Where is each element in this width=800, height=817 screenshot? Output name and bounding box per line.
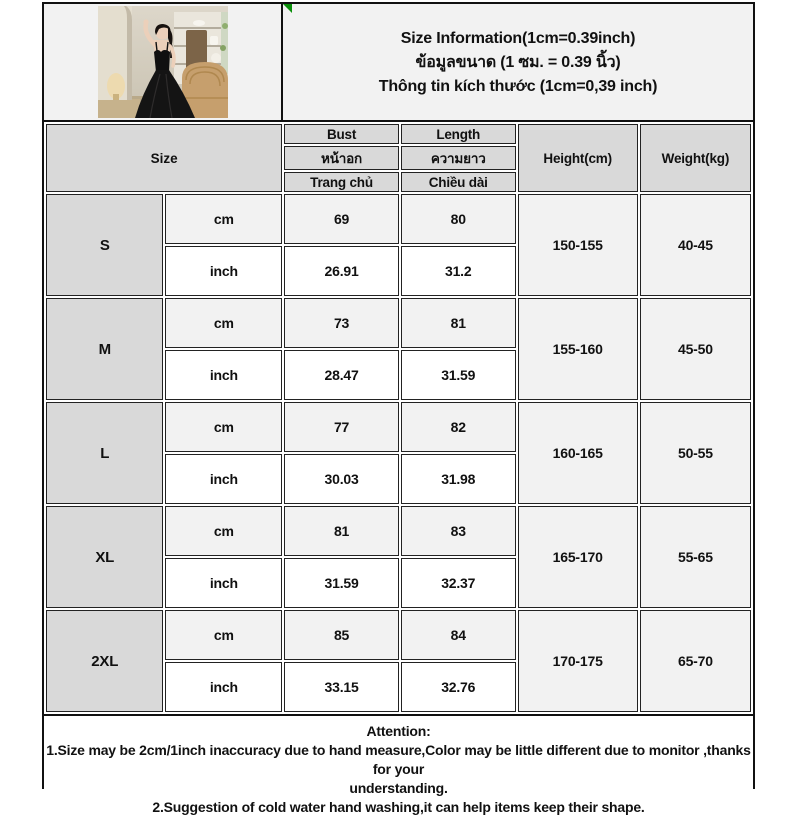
- size-column-header: Size: [46, 124, 282, 192]
- bust-inch-2xl: 33.15: [284, 662, 399, 712]
- size-label-l: L: [46, 402, 163, 504]
- height-range-xl: 165-170: [518, 506, 638, 608]
- weight-range-2xl: 65-70: [640, 610, 751, 712]
- size-label-s: S: [46, 194, 163, 296]
- attention-title: Attention:: [366, 723, 431, 739]
- height-range-m: 155-160: [518, 298, 638, 400]
- length-inch-m: 31.59: [401, 350, 516, 400]
- table-row-l-cm: [46, 402, 751, 452]
- weight-range-m: 45-50: [640, 298, 751, 400]
- bust-cm-s: 69: [284, 194, 399, 244]
- attention-note: [44, 714, 753, 817]
- weight-range-l: 50-55: [640, 402, 751, 504]
- title-line-thai: ข้อมูลขนาด (1 ซม. = 0.39 นิ้ว): [415, 53, 621, 71]
- size-label-2xl: 2XL: [46, 610, 163, 712]
- table-row-2xl-cm: [46, 610, 751, 660]
- length-cm-xl: 83: [401, 506, 516, 556]
- table-row-m-cm: [46, 298, 751, 348]
- window-slice: [221, 12, 228, 74]
- length-cm-s: 80: [401, 194, 516, 244]
- size-chart-table: [44, 122, 753, 714]
- header-row-en: [46, 124, 751, 144]
- length-header-vi: Chiều dài: [401, 172, 516, 192]
- height-column-header: Height(cm): [518, 124, 638, 192]
- unit-label-inch: inch: [165, 558, 282, 608]
- table-row-xl-cm: [46, 506, 751, 556]
- product-photo: [98, 6, 228, 118]
- length-cm-l: 82: [401, 402, 516, 452]
- bust-cm-2xl: 85: [284, 610, 399, 660]
- bust-inch-xl: 31.59: [284, 558, 399, 608]
- attention-line-1: 1.Size may be 2cm/1inch inaccuracy due to hand measure,Color may be little different due to monitor ,thanks for your: [46, 742, 751, 777]
- bust-cm-m: 73: [284, 298, 399, 348]
- title-line-vietnamese: Thông tin kích thước (1cm=0,39 inch): [378, 77, 658, 95]
- weight-column-header: Weight(kg): [640, 124, 751, 192]
- bust-header-en: Bust: [284, 124, 399, 144]
- length-header-en: Length: [401, 124, 516, 144]
- unit-label-cm: cm: [165, 298, 282, 348]
- unit-label-inch: inch: [165, 454, 282, 504]
- bust-cm-xl: 81: [284, 506, 399, 556]
- unit-label-inch: inch: [165, 662, 282, 712]
- unit-label-inch: inch: [165, 246, 282, 296]
- height-range-s: 150-155: [518, 194, 638, 296]
- length-inch-2xl: 32.76: [401, 662, 516, 712]
- top-banner: [44, 4, 753, 122]
- bust-header-th: หน้าอก: [284, 146, 399, 170]
- size-label-xl: XL: [46, 506, 163, 608]
- unit-label-cm: cm: [165, 610, 282, 660]
- bust-inch-l: 30.03: [284, 454, 399, 504]
- height-range-2xl: 170-175: [518, 610, 638, 712]
- length-inch-l: 31.98: [401, 454, 516, 504]
- weight-range-xl: 55-65: [640, 506, 751, 608]
- size-chart-sheet: [42, 2, 755, 815]
- weight-range-s: 40-45: [640, 194, 751, 296]
- length-inch-xl: 32.37: [401, 558, 516, 608]
- size-label-m: M: [46, 298, 163, 400]
- bust-inch-s: 26.91: [284, 246, 399, 296]
- attention-line-1b: understanding.: [349, 780, 448, 796]
- bust-inch-m: 28.47: [284, 350, 399, 400]
- bust-cm-l: 77: [284, 402, 399, 452]
- length-inch-s: 31.2: [401, 246, 516, 296]
- bust-header-vi: Trang chủ: [284, 172, 399, 192]
- title-line-english: Size Information(1cm=0.39inch): [400, 29, 636, 47]
- length-header-th: ความยาว: [401, 146, 516, 170]
- unit-label-cm: cm: [165, 194, 282, 244]
- product-photo-cell: [44, 4, 283, 120]
- height-range-l: 160-165: [518, 402, 638, 504]
- length-cm-2xl: 84: [401, 610, 516, 660]
- attention-line-2: 2.Suggestion of cold water hand washing,it can help items keep their shape.: [152, 799, 645, 815]
- length-cm-m: 81: [401, 298, 516, 348]
- size-info-title: [283, 4, 753, 120]
- unit-label-cm: cm: [165, 506, 282, 556]
- table-row-s-cm: [46, 194, 751, 244]
- unit-label-cm: cm: [165, 402, 282, 452]
- unit-label-inch: inch: [165, 350, 282, 400]
- carpet: [98, 99, 140, 118]
